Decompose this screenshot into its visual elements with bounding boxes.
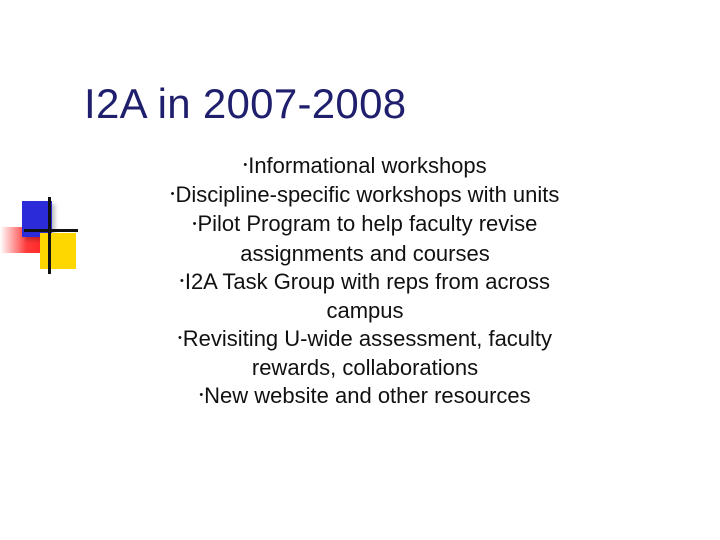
vertical-line-shape [48,197,51,274]
horizontal-line-shape [24,229,78,232]
list-item-text: Revisiting U-wide assessment, faculty rewards, collaborations [182,325,553,380]
list-item [150,268,580,325]
list-item-text: Informational workshops [248,153,487,178]
list-item-text: I2A Task Group with reps from across campus [184,268,551,323]
list-item [150,325,580,382]
list-item [150,382,580,411]
slide-title: I2A in 2007-2008 [84,80,407,127]
list-item-text: Discipline-specific workshops with units [175,182,560,208]
bullet-icon: • [177,331,182,344]
bullet-icon: • [192,217,197,230]
bullet-icon: • [179,274,184,287]
bullet-icon: • [199,389,204,402]
list-item [150,152,580,181]
list-item-text: Pilot Program to help faculty revise assignments and courses [197,211,538,266]
bullet-icon: • [243,159,248,172]
list-item [150,181,580,210]
bullet-icon: • [170,188,175,201]
yellow-square-shape [40,233,76,269]
list-item [150,210,580,267]
decorative-squares-graphic [0,0,90,300]
list-item-text: New website and other resources [204,382,531,408]
bullet-list [150,152,580,411]
